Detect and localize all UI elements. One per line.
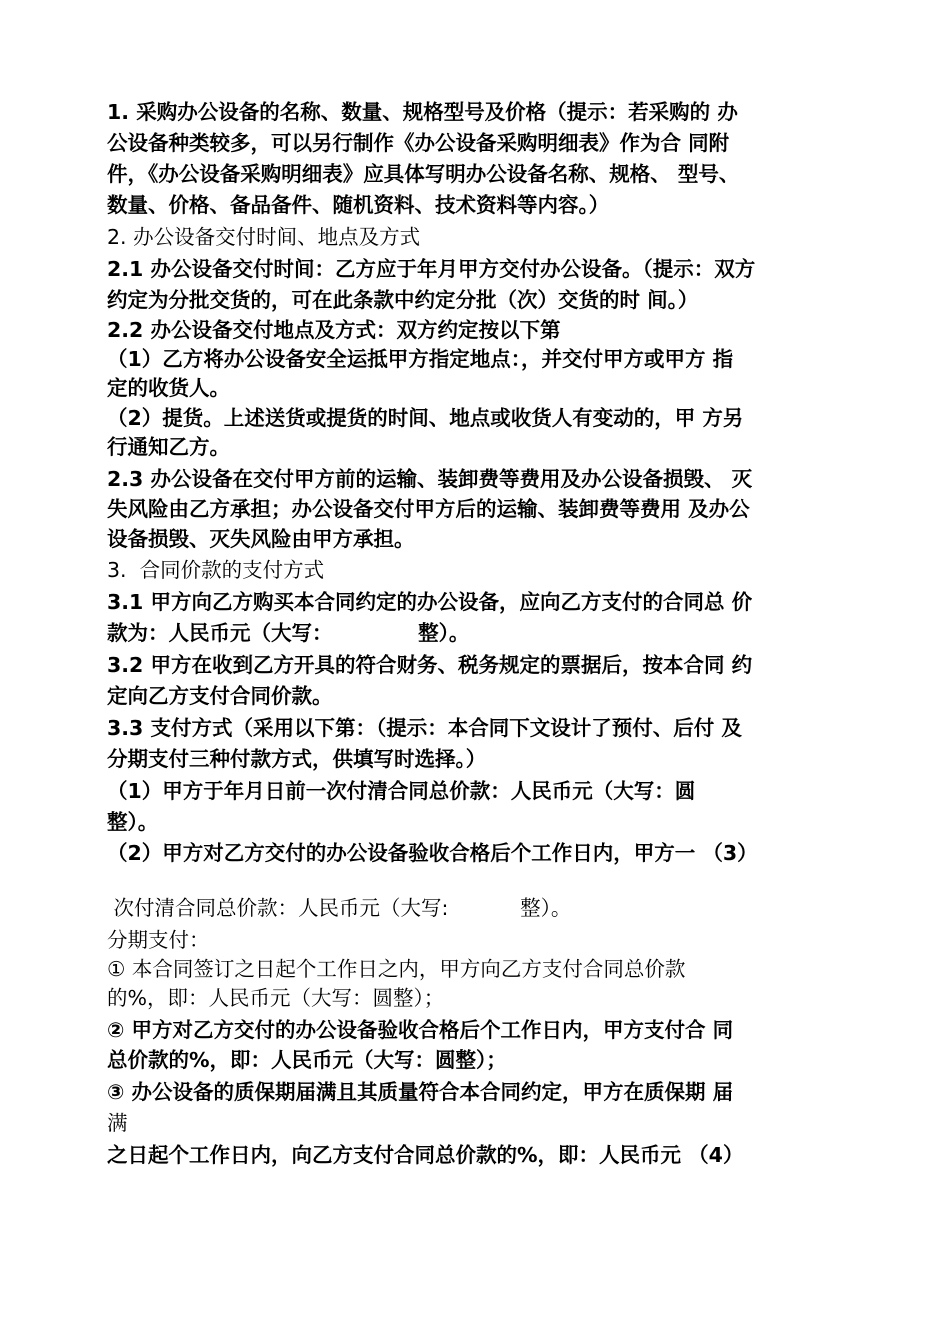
text-line: 2. 办公设备交付时间、地点及方式 — [107, 225, 421, 249]
text-line: 之日起个工作日内，向乙方支付合同总价款的%，即：人民币元 （4） — [107, 1143, 744, 1167]
text-line: 公设备种类较多，可以另行制作《办公设备采购明细表》作为合 同附 — [107, 131, 730, 155]
text-line: 次付清合同总价款：人民币元（大写: 整）。 — [107, 896, 572, 920]
text-line: 3.1 甲方向乙方购买本合同约定的办公设备，应向乙方支付的合同总 价 — [107, 590, 753, 614]
text-line: 款为：人民币元（大写： 整）。 — [107, 621, 470, 645]
text-line: 定的收货人。 — [107, 376, 230, 400]
text-line: 2.3 办公设备在交付甲方前的运输、装卸费等费用及办公设备损毁、 灭 — [107, 467, 753, 491]
text-line: 1. 采购办公设备的名称、数量、规格型号及价格（提示：若采购的 办 — [107, 100, 738, 124]
text-line: 数量、价格、备品备件、随机资料、技术资料等内容。） — [107, 193, 610, 217]
text-line: 行通知乙方。 — [107, 435, 230, 459]
text-line: ③ 办公设备的质保期届满且其质量符合本合同约定，甲方在质保期 届 — [107, 1080, 734, 1104]
text-line: 约定为分批交货的，可在此条款中约定分批（次）交货的时 间。） — [107, 288, 699, 312]
text-line: 件，《办公设备采购明细表》应具体写明办公设备名称、规格、 型号、 — [107, 162, 740, 186]
text-line: 3.3 支付方式（采用以下第：（提示：本合同下文设计了预付、后付 及 — [107, 716, 742, 740]
text-line: （1）甲方于年月日前一次付清合同总价款：人民币元（大写：圆 — [107, 779, 696, 803]
text-line: 2.1 办公设备交付时间：乙方应于年月甲方交付办公设备。（提示：双方 — [107, 257, 756, 281]
text-line: 分期支付： — [107, 928, 210, 952]
text-line: （1）乙方将办公设备安全运抵甲方指定地点：，并交付甲方或甲方 指 — [107, 347, 734, 371]
text-line: 3. 合同价款的支付方式 — [107, 558, 325, 582]
text-line: 分期支付三种付款方式，供填写时选择。） — [107, 747, 487, 771]
text-line: ② 甲方对乙方交付的办公设备验收合格后个工作日内，甲方支付合 同 — [107, 1018, 734, 1042]
text-line: 的%，即：人民币元（大写：圆整）； — [107, 986, 445, 1010]
text-line: 设备损毁、灭失风险由甲方承担。 — [107, 527, 415, 551]
text-line: 整）。 — [107, 810, 159, 834]
text-line: 失风险由乙方承担；办公设备交付甲方后的运输、装卸费等费用 及办公 — [107, 497, 750, 521]
text-line: （2）甲方对乙方交付的办公设备验收合格后个工作日内，甲方一 （3） — [107, 841, 758, 865]
text-line: 2.2 办公设备交付地点及方式：双方约定按以下第 — [107, 318, 561, 342]
text-line: 3.2 甲方在收到乙方开具的符合财务、税务规定的票据后，按本合同 约 — [107, 653, 753, 677]
text-line: ① 本合同签订之日起个工作日之内，甲方向乙方支付合同总价款 — [107, 957, 686, 981]
text-line: 定向乙方支付合同价款。 — [107, 684, 333, 708]
text-line: 满 — [107, 1111, 128, 1135]
text-line: （2）提货。上述送货或提货的时间、地点或收货人有变动的，甲 方另 — [107, 406, 744, 430]
text-line: 总价款的%，即：人民币元（大写：圆整）； — [107, 1048, 507, 1072]
